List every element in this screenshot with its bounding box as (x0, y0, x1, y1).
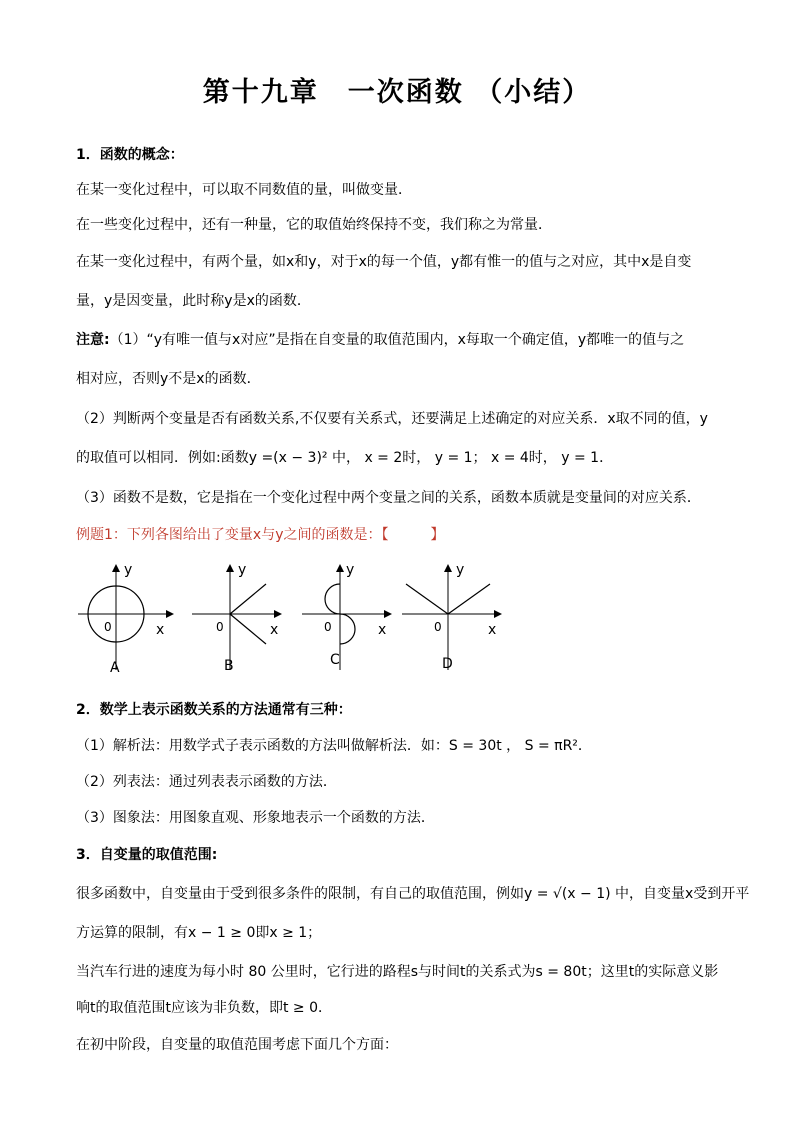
figure-b-origin: 0 (216, 620, 224, 634)
section3-heading: 3．自变量的取值范围: (76, 847, 218, 863)
paragraph-function-def-1: 在某一变化过程中，有两个量，如x和y，对于x的每一个值，y都有惟一的值与之对应，其中x是自变 (76, 254, 692, 270)
figure-a-x-label: x (156, 622, 165, 638)
figure-b-y-label: y (238, 562, 247, 578)
figure-c-letter: C (330, 652, 340, 668)
figure-d-graph (400, 560, 510, 675)
method-graph: （3）图象法：用图象直观、形象地表示一个函数的方法． (76, 810, 435, 826)
figure-a-origin: 0 (104, 620, 112, 634)
figure-b (190, 560, 290, 675)
figure-b-x-label: x (270, 622, 279, 638)
figure-d-origin: 0 (434, 620, 442, 634)
note-1-line-1 (76, 330, 726, 350)
paragraph-function-def-2: 量，y是因变量，此时称y是x的函数． (76, 293, 311, 309)
paragraph-constant: 在一些变化过程中，还有一种量，它的取值始终保持不变，我们称之为常量． (76, 217, 552, 233)
figure-c-y-label: y (346, 562, 355, 578)
note-1-line-2: 相对应，否则y不是x的函数． (76, 371, 261, 387)
figure-d (400, 560, 510, 675)
figure-a-y-label: y (124, 562, 133, 578)
figure-b-letter: B (224, 658, 234, 674)
domain-paragraph-2b: 响t的取值范围t应该为非负数，即t ≥ 0． (76, 1000, 333, 1016)
method-table: （2）列表法：通过列表表示函数的方法． (76, 774, 337, 790)
domain-paragraph-1a: 很多函数中，自变量由于受到很多条件的限制，有自己的取值范围，例如y = √(x − 1) 中，自变量x受到开平 (76, 886, 750, 902)
domain-paragraph-3: 在初中阶段，自变量的取值范围考虑下面几个方面： (76, 1037, 398, 1053)
domain-paragraph-2a: 当汽车行进的速度为每小时 80 公里时，它行进的路程s与时间t的关系式为s = 80t；这里t的实际意义影 (76, 964, 719, 980)
figure-d-letter: D (442, 656, 453, 672)
section1-heading: 1．函数的概念： (76, 147, 184, 163)
note-2-line-1: （2）判断两个变量是否有函数关系,不仅要有关系式，还要满足上述确定的对应关系．x取不同的值，y (76, 411, 708, 427)
domain-paragraph-1b: 方运算的限制，有x − 1 ≥ 0即x ≥ 1； (76, 925, 322, 941)
paragraph-variable: 在某一变化过程中，可以取不同数值的量，叫做变量． (76, 182, 412, 198)
method-analytic: （1）解析法：用数学式子表示函数的方法叫做解析法．如：S = 30t ， S = πR²． (76, 738, 592, 754)
figure-a (76, 560, 176, 675)
note-3: （3）函数不是数，它是指在一个变化过程中两个变量之间的关系，函数本质就是变量间的对应关系． (76, 490, 701, 506)
figure-c-x-label: x (378, 622, 387, 638)
note-1-text: （1）“y有唯一值与x对应”是指在自变量的取值范围内，x每取一个确定值，y都唯一的值与之 (109, 332, 685, 348)
note-label: 注意: (76, 332, 110, 348)
page-title: 第十九章 一次函数 （小结） (202, 77, 592, 108)
example-1: 例题1：下列各图给出了变量x与y之间的函数是：【 】 (76, 527, 445, 543)
figure-d-y-label: y (456, 562, 465, 578)
figure-d-x-label: x (488, 622, 497, 638)
figure-a-letter: A (110, 660, 120, 676)
figure-c (300, 560, 400, 675)
note-2-line-2: 的取值可以相同．例如:函数y =(x − 3)² 中， x = 2时， y = 1； x = 4时， y = 1． (76, 450, 614, 466)
figure-c-origin: 0 (324, 620, 332, 634)
section2-heading: 2．数学上表示函数关系的方法通常有三种： (76, 702, 352, 718)
